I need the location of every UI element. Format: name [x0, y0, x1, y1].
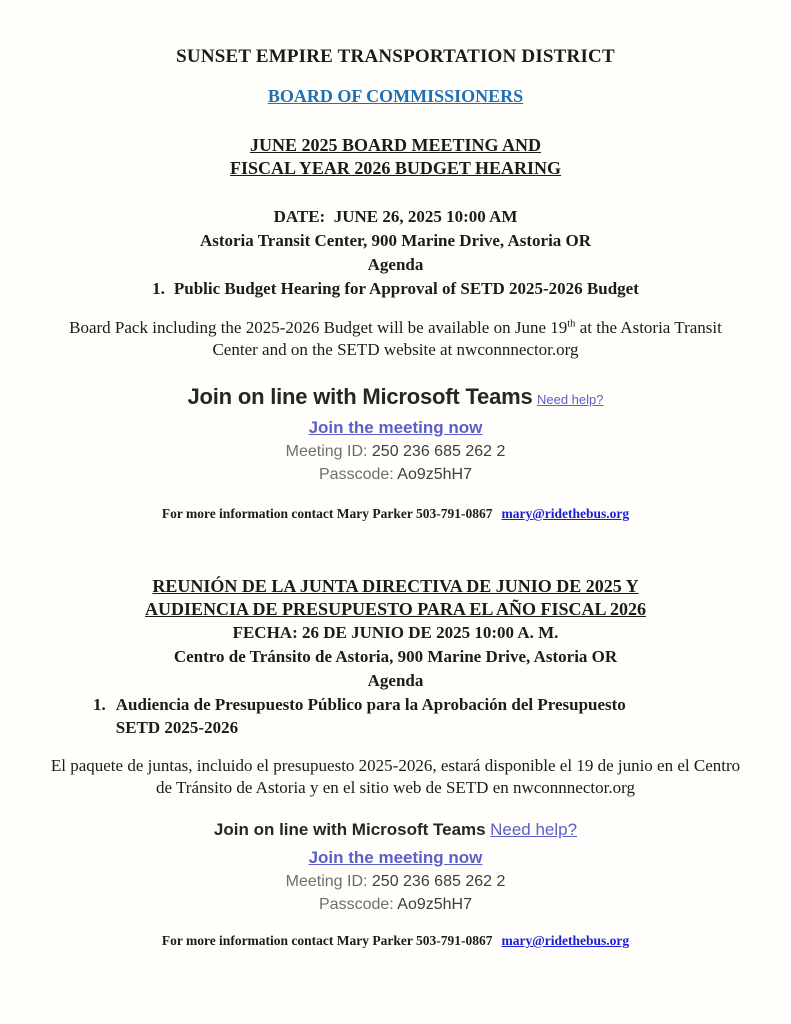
teams-join-section-es [0, 820, 791, 914]
contact-line-en [0, 505, 791, 523]
agenda-item-number-en: 1. [152, 279, 165, 298]
contact-email-link-en[interactable]: mary@ridethebus.org [501, 506, 630, 521]
contact-text-es: For more information contact Mary Parker 503-791-0867 [161, 933, 493, 948]
meeting-heading-en [0, 134, 791, 180]
meeting-id-label-en: Meeting ID: [285, 443, 368, 460]
join-meeting-link-es[interactable]: Join the meeting now [308, 848, 483, 867]
meeting-heading-line2-en: FISCAL YEAR 2026 BUDGET HEARING [229, 158, 562, 178]
agenda-item-text-es: Audiencia de Presupuesto Público para la Aprobación del Presupuesto SETD 2025-2026 [115, 695, 626, 737]
agenda-item-number-es: 1. [93, 695, 106, 714]
date-line-es: FECHA: 26 DE JUNIO DE 2025 10:00 A. M. [232, 623, 559, 642]
meeting-id-value-en: 250 236 685 262 2 [371, 443, 506, 460]
need-help-link-en[interactable]: Need help? [536, 392, 604, 407]
board-pack-paragraph-en [49, 317, 743, 361]
passcode-value-en: Ao9z5hH7 [397, 466, 472, 483]
spanish-section [0, 575, 791, 950]
meeting-id-line-es [0, 873, 791, 891]
meeting-heading-line1-es: REUNIÓN DE LA JUNTA DIRECTIVA DE JUNIO DE 2025 Y [152, 576, 639, 596]
agenda-label-en: Agenda [367, 255, 424, 274]
contact-line-es [0, 932, 791, 950]
meeting-id-line-en [0, 443, 791, 461]
location-line-en: Astoria Transit Center, 900 Marine Drive, Astoria OR [199, 231, 592, 250]
passcode-line-es [0, 896, 791, 914]
english-section [0, 46, 791, 523]
date-line-en: DATE: JUNE 26, 2025 10:00 AM [273, 207, 518, 226]
board-pack-paragraph-es: El paquete de juntas, incluido el presupuesto 2025-2026, estará disponible el 19 de junio en el Centro de Tránsito de Astoria y en el sitio web de SETD en nwconnnector.org [50, 756, 741, 797]
passcode-line-en [0, 466, 791, 484]
meeting-id-label-es: Meeting ID: [285, 873, 368, 890]
need-help-link-es[interactable]: Need help? [490, 820, 578, 839]
superscript-th: th [567, 318, 576, 330]
org-title: SUNSET EMPIRE TRANSPORTATION DISTRICT [176, 46, 615, 67]
board-of-commissioners-link[interactable]: BOARD OF COMMISSIONERS [267, 86, 524, 106]
meeting-heading-line2-es: AUDIENCIA DE PRESUPUESTO PARA EL AÑO FISCAL 2026 [145, 599, 646, 619]
teams-join-title-es: Join on line with Microsoft Teams [213, 820, 486, 839]
contact-email-link-es[interactable]: mary@ridethebus.org [501, 933, 630, 948]
teams-title-row-en [0, 384, 791, 410]
agenda-item-es [93, 693, 791, 739]
agenda-label-es: Agenda [367, 671, 424, 690]
passcode-label-es: Passcode: [319, 896, 394, 913]
agenda-item-text-en: Public Budget Hearing for Approval of SETD 2025-2026 Budget [173, 279, 639, 298]
contact-text-en: For more information contact Mary Parker 503-791-0867 [161, 506, 493, 521]
passcode-label-en: Passcode: [319, 466, 394, 483]
meeting-id-value-es: 250 236 685 262 2 [371, 873, 506, 890]
passcode-value-es: Ao9z5hH7 [397, 896, 472, 913]
teams-join-section-en [0, 384, 791, 484]
teams-title-row-es [0, 820, 791, 840]
meeting-heading-line1-en: JUNE 2025 BOARD MEETING AND [249, 135, 542, 155]
board-pack-text-before: Board Pack including the 2025-2026 Budget will be available on June 19 [69, 318, 568, 337]
location-line-es: Centro de Tránsito de Astoria, 900 Marine Drive, Astoria OR [173, 647, 618, 666]
teams-join-title-en: Join on line with Microsoft Teams [187, 384, 533, 409]
board-pack-text-after: at the Astoria Transit Center and on the SETD website at nwconnnector.org [212, 318, 727, 359]
meeting-heading-es [0, 575, 791, 621]
join-meeting-link-en[interactable]: Join the meeting now [308, 418, 483, 437]
agenda-item-en [0, 277, 791, 301]
